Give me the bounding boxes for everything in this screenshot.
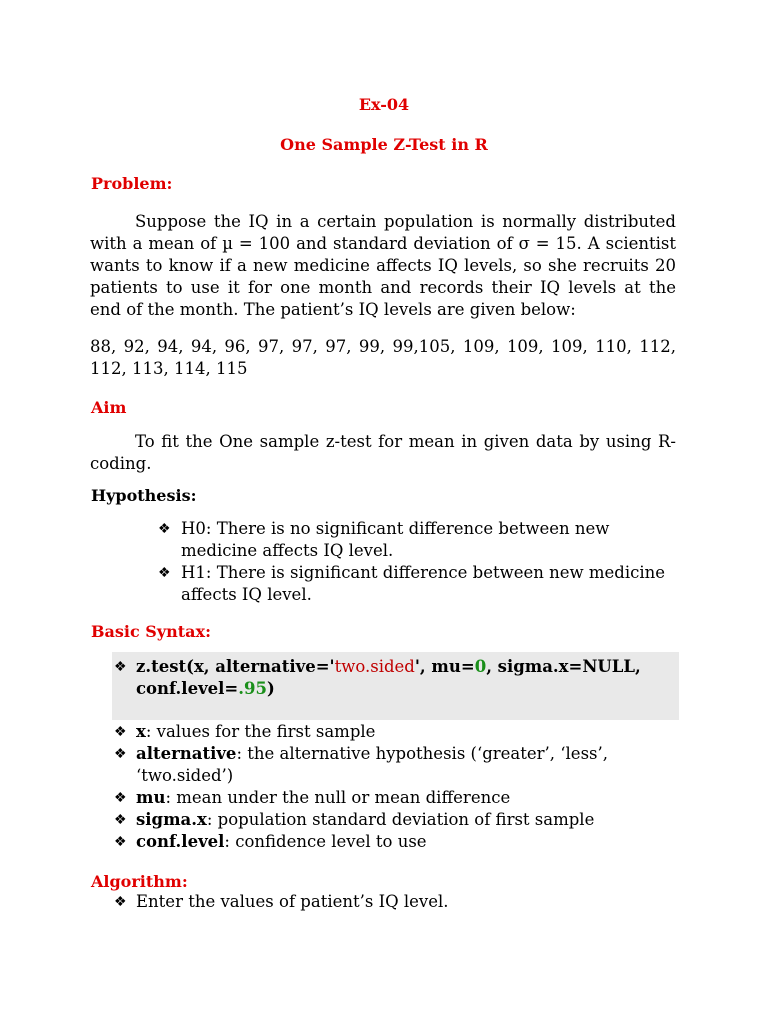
code-number: .95 bbox=[238, 679, 267, 698]
list-item: ❖ x: values for the first sample bbox=[114, 722, 376, 741]
diamond-bullet-icon: ❖ bbox=[114, 834, 127, 850]
diamond-bullet-icon: ❖ bbox=[114, 894, 127, 910]
code-number: 0 bbox=[474, 657, 487, 676]
list-item: ❖ Enter the values of patient’s IQ level. bbox=[114, 892, 449, 911]
problem-line: end of the month. The patient’s IQ levels are given below: bbox=[90, 300, 576, 319]
diamond-bullet-icon: ❖ bbox=[158, 521, 171, 537]
list-item: ❖ sigma.x: population standard deviation of first sample bbox=[114, 810, 595, 829]
list-item: ❖ alternative: the alternative hypothesis (‘greater’, ‘less’, ‘two.sided’) bbox=[114, 744, 608, 785]
aim-heading: Aim bbox=[91, 398, 127, 417]
aim-line: To fit the One sample z-test for mean in given data by using R- bbox=[135, 432, 676, 451]
problem-line: with a mean of µ = 100 and standard deviation of σ = 15. A scientist bbox=[90, 234, 676, 253]
diamond-bullet-icon: ❖ bbox=[158, 565, 171, 581]
diamond-bullet-icon: ❖ bbox=[114, 812, 127, 828]
list-item: ❖ conf.level: confidence level to use bbox=[114, 832, 427, 851]
list-item: ❖ mu: mean under the null or mean difference bbox=[114, 788, 511, 807]
diamond-bullet-icon: ❖ bbox=[114, 724, 127, 740]
algorithm-list bbox=[114, 891, 674, 913]
page-title: One Sample Z-Test in R bbox=[280, 135, 488, 154]
hypothesis-list bbox=[158, 518, 678, 606]
list-item: ❖ H1: There is significant difference between new medicine affects IQ level. bbox=[158, 563, 666, 604]
basic-syntax-heading: Basic Syntax: bbox=[91, 622, 211, 641]
syntax-definitions bbox=[114, 721, 674, 853]
problem-line: wants to know if a new medicine affects IQ levels, so she recruits 20 bbox=[90, 256, 676, 275]
exercise-number: Ex-04 bbox=[358, 95, 410, 114]
aim-paragraph bbox=[90, 431, 676, 475]
list-item: ❖ H0: There is no significant difference between new medicine affects IQ level. bbox=[158, 519, 610, 560]
problem-paragraph bbox=[90, 211, 676, 321]
algorithm-heading: Algorithm: bbox=[91, 872, 188, 891]
problem-heading: Problem: bbox=[91, 174, 173, 193]
hypothesis-heading: Hypothesis: bbox=[91, 486, 197, 505]
diamond-bullet-icon: ❖ bbox=[114, 659, 127, 675]
code-string: two.sided bbox=[334, 657, 415, 676]
diamond-bullet-icon: ❖ bbox=[114, 746, 127, 762]
problem-line: Suppose the IQ in a certain population is normally distributed bbox=[135, 212, 676, 231]
aim-line: coding. bbox=[90, 454, 152, 473]
iq-data bbox=[90, 336, 676, 380]
iq-data-line: 88, 92, 94, 94, 96, 97, 97, 97, 99, 99,105, 109, 109, 109, 110, 112, bbox=[90, 337, 676, 356]
iq-data-line: 112, 113, 114, 115 bbox=[90, 359, 248, 378]
code-text: ❖ z.test(x, alternative='two.sided', mu=0, sigma.x=NULL, conf.level=.95) bbox=[114, 657, 641, 698]
diamond-bullet-icon: ❖ bbox=[114, 790, 127, 806]
problem-line: patients to use it for one month and records their IQ levels at the bbox=[90, 278, 676, 297]
